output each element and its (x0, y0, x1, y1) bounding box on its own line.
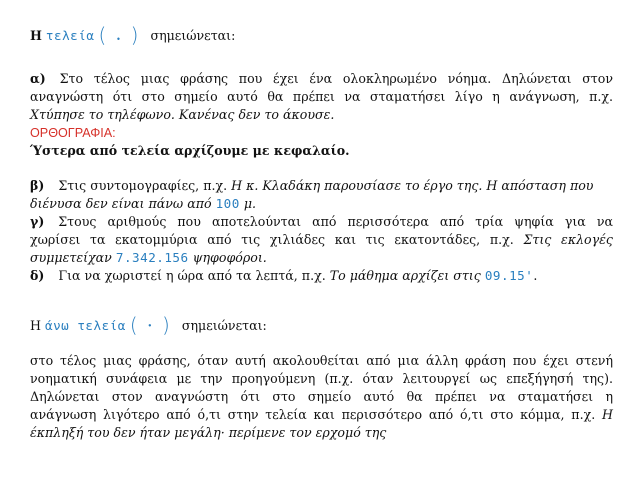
s2-line4-italic: Η (602, 407, 613, 422)
gamma-text2-italic: Στις εκλογές (523, 232, 613, 247)
alpha-marker: α) (30, 71, 46, 86)
ortho-rule: Ύστερα από τελεία αρχίζουμε με κεφαλαίο. (30, 143, 350, 158)
alpha-text1: Στο τέλος μιας φράσης που έχει ένα ολοκληρωμένο νόημα. Δηλώνεται στον (59, 71, 613, 86)
heading-suffix: σημειώνεται: (150, 28, 236, 43)
delta-text-plain: Για να χωριστεί η ώρα από τα λεπτά, π.χ. (58, 268, 326, 283)
alpha-line2 (30, 88, 613, 106)
delta-line (30, 267, 613, 285)
section1-heading (30, 23, 613, 47)
gamma-text3-italic: συμμετείχαν (30, 250, 112, 265)
section2-heading (30, 313, 613, 337)
beta-text-plain: Στις συντομογραφίες, π.χ. (58, 178, 228, 193)
period-symbol: . (116, 28, 121, 43)
beta-text2-italic: διένυσα δεν είναι πάνω από (30, 196, 212, 211)
heading-handwritten-word: τελεία (45, 28, 95, 43)
delta-marker: δ) (30, 268, 45, 283)
s2-line3: Δηλώνεται στον αναγνώστη ότι στο σημείο αυτό θα πρέπει να σταματήσει η (30, 389, 613, 404)
s2-line1: στο τέλος μιας φράσης, όταν αυτή ακολουθείται από μια άλλη φράση που έχει στενή (30, 353, 613, 368)
alpha-example: Χτύπησε το τηλέφωνο. Κανένας δεν το άκουσε. (30, 107, 335, 122)
delta-handwritten-time: 09.15' (484, 268, 534, 283)
gamma-text3-end: ψηφοφόροι. (192, 250, 267, 265)
ortho-label-line (30, 124, 613, 142)
gamma-handwritten-number: 7.342.156 (115, 250, 189, 265)
gamma-line2 (30, 231, 613, 249)
beta-line2 (30, 195, 613, 213)
beta-handwritten-number: 100 (215, 196, 240, 211)
beta-line1 (30, 177, 613, 195)
s2-line4-plain: ανάγνωση λιγότερο από ό,τι στην τελεία και περισσότερο από ό,τι στο κόμμα, π.χ. (30, 407, 596, 422)
delta-period: . (533, 268, 538, 283)
heading2-suffix: σημειώνεται: (181, 318, 267, 333)
gamma-line1 (30, 213, 613, 231)
beta-text-italic: Η κ. Κλαδάκη παρουσίασε το έργο της. Η απόσταση που (231, 178, 594, 193)
s2-line5: έκπληξή του δεν ήταν μεγάλη· περίμενε τον ερχομό της (30, 425, 387, 440)
s2-line2: νοηματική συνάφεια με την προηγούμενη (π.χ. όταν λειτουργεί ως επεξήγησή της). (30, 371, 613, 386)
gamma-text1: Στους αριθμούς που αποτελούνται από περισσότερα από τρία ψηφία για να (58, 214, 613, 229)
delta-text-italic: Το μάθημα αρχίζει στις (329, 268, 481, 283)
ortho-label: ΟΡΘΟΓΡΑΦΙΑ: (30, 126, 116, 140)
heading2-handwritten-word: άνω τελεία (45, 318, 126, 333)
close-paren-icon: ) (130, 23, 139, 47)
gamma-marker: γ) (30, 214, 45, 229)
heading2-prefix: Η (30, 318, 41, 333)
beta-marker: β) (30, 178, 45, 193)
s2-line4 (30, 406, 613, 424)
alpha-text2: αναγνώστη ότι στο σημείο αυτό θα πρέπει να σταματήσει λίγο η ανάγνωση, π.χ. (30, 89, 613, 104)
open-paren-icon: ( (129, 313, 138, 337)
beta-unit: μ. (243, 196, 257, 211)
gamma-line3 (30, 249, 613, 267)
gamma-text2-plain: χωρίσει τα εκατομμύρια από τις χιλιάδες και τις εκατοντάδες, π.χ. (30, 232, 514, 247)
ano-teleia-symbol: · (147, 318, 153, 333)
open-paren-icon: ( (98, 23, 107, 47)
alpha-line1 (30, 70, 613, 88)
heading-prefix: Η (30, 28, 42, 43)
close-paren-icon: ) (162, 313, 170, 337)
